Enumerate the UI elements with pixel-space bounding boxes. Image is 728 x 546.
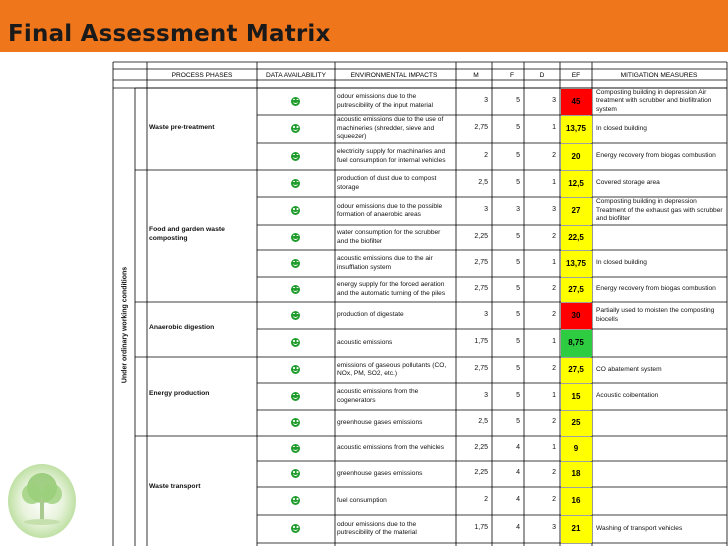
smiley-icon: [291, 206, 300, 215]
smiley-icon: [291, 392, 300, 401]
smiley-icon: [291, 233, 300, 242]
value-m: 2,75: [474, 365, 488, 372]
value-f: 5: [516, 365, 520, 372]
value-d: 1: [552, 124, 556, 131]
header-data-availability: DATA AVAILABILITY: [266, 72, 326, 79]
value-d: 1: [552, 178, 556, 186]
value-f: 5: [516, 418, 520, 425]
impact-text: odour emissions due to the putrescibility of the input material: [337, 93, 434, 109]
phase-waste-pretreatment: Waste pre-treatment: [149, 124, 215, 131]
side-label: [115, 110, 135, 540]
value-m: 3: [484, 206, 488, 213]
value-m: 2,5: [478, 418, 488, 425]
value-d: 3: [552, 524, 556, 531]
header-mitigation: MITIGATION MEASURES: [620, 72, 698, 79]
smiley-icon: [291, 179, 300, 188]
smiley-icon: [291, 469, 300, 478]
impact-text: fuel consumption: [337, 496, 387, 504]
value-f: 5: [516, 338, 520, 345]
value-m: 2,75: [474, 284, 488, 292]
value-d: 1: [552, 258, 556, 266]
ef-value: 9: [573, 443, 579, 453]
mitigation-text: Covered storage area: [596, 179, 660, 186]
ef-value: 22,5: [568, 232, 584, 242]
mitigation-text: CO abatement system: [596, 365, 662, 373]
impact-text: energy supply for the forced aeration and the automatic turning of the piles: [337, 281, 446, 297]
value-m: 2: [484, 496, 488, 503]
header-m: M: [473, 72, 479, 79]
smiley-icon: [291, 124, 300, 133]
header-environmental-impacts: ENVIRONMENTAL IMPACTS: [350, 72, 438, 79]
smiley-icon: [291, 285, 300, 294]
smiley-icon: [291, 97, 300, 106]
mitigation-text: Acoustic coibentation: [596, 392, 659, 399]
header-d: D: [539, 72, 545, 79]
value-m: 2,75: [474, 124, 488, 131]
value-m: 2,5: [478, 178, 488, 186]
value-f: 5: [516, 232, 520, 240]
impact-text: production of dust due to compost storage: [337, 175, 437, 191]
phase-composting: Food and garden waste composting: [149, 226, 225, 242]
mitigation-text: Partially used to moisten the composting biocells: [596, 307, 715, 323]
impact-text: greenhouse gases emissions: [337, 418, 423, 426]
impact-text: acoustic emissions due to the use of machineries (shredder, sieve and squeezer): [337, 116, 444, 140]
value-f: 5: [516, 391, 520, 399]
smiley-icon: [291, 338, 300, 347]
side-label-text: Under ordinary working conditions: [121, 266, 129, 384]
value-d: 1: [552, 391, 556, 399]
phase-anaerobic-digestion: Anaerobic digestion: [149, 324, 215, 331]
value-f: 4: [516, 443, 520, 451]
value-f: 5: [516, 310, 520, 318]
smiley-icon: [291, 444, 300, 453]
ef-value: 27: [571, 206, 581, 215]
value-f: 5: [516, 151, 520, 159]
value-m: 3: [484, 96, 488, 104]
mitigation-text: Energy recovery from biogas combustion: [596, 285, 716, 292]
ef-value: 16: [571, 496, 581, 505]
impact-text: acoustic emissions from the vehicles: [337, 444, 445, 451]
value-d: 3: [552, 206, 556, 213]
value-d: 1: [552, 338, 556, 345]
value-m: 3: [484, 310, 488, 318]
value-m: 2,25: [474, 469, 488, 476]
ef-value: 21: [571, 524, 581, 533]
mitigation-text: Energy recovery from biogas combustion: [596, 152, 716, 159]
smiley-icon: [291, 496, 300, 505]
smiley-icon: [291, 418, 300, 427]
value-d: 2: [552, 284, 556, 292]
value-d: 1: [552, 443, 556, 451]
ef-value: 12,5: [568, 178, 584, 188]
value-f: 4: [516, 524, 520, 531]
phase-energy-production: Energy production: [149, 390, 210, 397]
mitigation-text: Composting building in depression Air treatment with scrubber and biofiltration system: [596, 88, 712, 113]
value-d: 2: [552, 310, 556, 318]
impact-text: water consumption for the scrubber and the biofilter: [337, 229, 441, 245]
impact-text: electricity supply for machinaries and fuel consumption for internal vehicles: [337, 148, 446, 164]
value-d: 2: [552, 151, 556, 159]
impact-text: acoustic emissions: [337, 338, 393, 346]
ef-value: 25: [571, 418, 581, 427]
header-f: F: [509, 72, 515, 79]
impact-text: acoustic emissions due to the air insufflation system: [337, 255, 433, 271]
value-f: 5: [516, 258, 520, 266]
value-m: 2: [484, 151, 488, 159]
smiley-icon: [291, 365, 300, 374]
value-m: 2,75: [474, 258, 488, 266]
value-d: 2: [552, 496, 556, 503]
smiley-icon: [291, 259, 300, 268]
header-process-phases: PROCESS PHASES: [171, 72, 233, 79]
value-d: 3: [552, 96, 556, 104]
phase-waste-transport: Waste transport: [149, 483, 201, 490]
ef-value: 18: [571, 469, 581, 478]
impact-text: greenhouse gases emissions: [337, 469, 423, 477]
value-f: 3: [516, 206, 520, 213]
ef-value: 15: [571, 391, 581, 401]
value-d: 2: [552, 232, 556, 240]
smiley-icon: [291, 152, 300, 161]
ef-value: 27,5: [568, 284, 584, 294]
value-f: 5: [516, 124, 520, 131]
mitigation-text: Washing of transport vehicles: [596, 524, 683, 532]
value-m: 3: [484, 391, 488, 399]
smiley-icon: [291, 524, 300, 533]
ef-value: 8,75: [568, 338, 584, 347]
mitigation-text: In closed building: [596, 259, 647, 266]
header-ef: EF: [571, 72, 581, 79]
ef-value: 13,75: [565, 124, 587, 133]
impact-text: acoustic emissions from the cogenerators: [337, 388, 419, 404]
impact-text: odour emissions due to the possible formation of anaerobic areas: [337, 202, 443, 218]
ef-value: 13,75: [565, 258, 587, 268]
value-f: 5: [516, 178, 520, 186]
smiley-icon: [291, 311, 300, 320]
value-f: 5: [516, 284, 520, 292]
impact-text: emissions of gaseous pollutants (CO, NOx, PM, SO2, etc.): [337, 361, 447, 377]
value-m: 2,25: [474, 443, 488, 451]
page-title: Final Assessment Matrix: [8, 21, 331, 47]
value-m: 1,75: [474, 338, 488, 345]
value-f: 4: [516, 469, 520, 476]
value-d: 2: [552, 469, 556, 476]
value-m: 2,25: [474, 232, 488, 240]
ef-value: 27,5: [568, 365, 584, 374]
value-f: 4: [516, 496, 520, 503]
impact-text: odour emissions due to the putrescibility of the material: [337, 520, 417, 536]
mitigation-text: In closed building: [596, 124, 647, 132]
value-m: 1,75: [474, 524, 488, 531]
value-d: 2: [552, 365, 556, 372]
ef-value: 45: [571, 96, 581, 106]
mitigation-text: Composting building in depression Treatment of the exhaust gas with scrubber and biofilter: [596, 198, 723, 222]
value-f: 5: [516, 96, 520, 104]
ef-value: 20: [571, 151, 581, 161]
ef-value: 30: [571, 310, 581, 320]
impact-text: production of digestate: [337, 311, 404, 318]
value-d: 2: [552, 418, 556, 425]
